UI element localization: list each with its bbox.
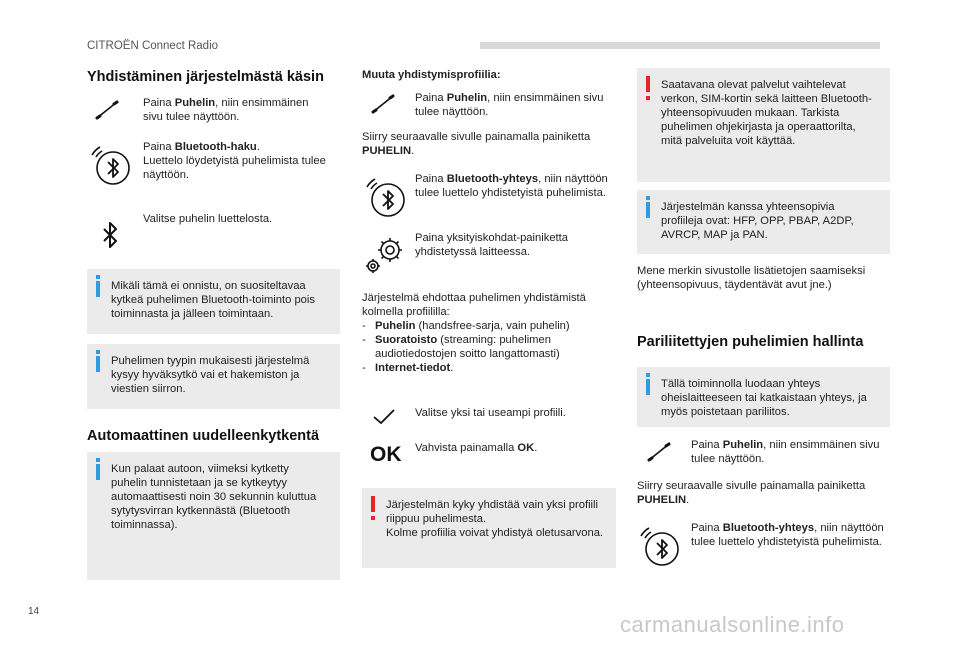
- step-bluetooth-connection: Paina Bluetooth-yhteys, niin näyttöön tulee luettelo yhdistetyistä puhelimista.: [691, 522, 884, 548]
- step-select-profile: Valitse yksi tai useampi profiili.: [415, 407, 566, 419]
- heading-manual-connection: Yhdistäminen järjestelmästä käsin: [87, 69, 324, 85]
- bluetooth-search-icon: [637, 524, 681, 568]
- step-bluetooth-connection: Paina Bluetooth-yhteys, niin näyttöön tulee luettelo yhdistetyistä puhelimista.: [415, 173, 608, 199]
- ok-icon: OK: [370, 443, 402, 466]
- para-brand-website: Mene merkin sivustolle lisätietojen saamiseksi (yhteensopivuus, täydentävät avut jne.): [637, 265, 866, 291]
- info-icon: [96, 356, 100, 372]
- bluetooth-search-icon: [363, 175, 407, 219]
- header-bar: [480, 42, 880, 49]
- phone-handset-icon: [94, 99, 120, 121]
- info-icon: [646, 202, 650, 218]
- info-box-reconnect: Kun palaat autoon, viimeksi kytketty puhelin tunnistetaan ja se kytkeytyy automaattisesti noin 30 sekunnin kuluttua sytytysvirran kytkennästä (Bluetooth toiminnassa).: [87, 452, 340, 580]
- step-confirm-ok: Vahvista painamalla OK.: [415, 442, 538, 454]
- settings-gear-icon: [364, 232, 408, 276]
- para-profiles-intro: Järjestelmä ehdottaa puhelimen yhdistämistä kolmella profiililla: - Puhelin (handsfree-sarja, vain puhelin) - Suoratoisto (streaming: puhelimen audiotiedostojen soitto langattomasti) - Internet-tiedot.: [362, 291, 612, 375]
- phone-handset-icon: [370, 93, 396, 115]
- info-icon: [96, 281, 100, 297]
- page-number: 14: [28, 606, 40, 617]
- step-select-phone: Valitse puhelin luettelosta.: [143, 213, 273, 225]
- subheading-change-profile: Muuta yhdistymisprofiilia:: [362, 69, 501, 81]
- step-press-phone: Paina Puhelin, niin ensimmäinen sivu tulee näyttöön.: [691, 439, 880, 465]
- warning-icon: [646, 76, 650, 92]
- step-press-phone: Paina Puhelin, niin ensimmäinen sivu tulee näyttöön.: [415, 92, 604, 118]
- info-box-compatible-profiles: Järjestelmän kanssa yhteensopivia profiileja ovat: HFP, OPP, PBAP, A2DP, AVRCP, MAP ja PAN.: [637, 190, 890, 254]
- checkmark-icon: [372, 408, 396, 426]
- info-box-transfer: Puhelimen tyypin mukaisesti järjestelmä kysyy hyväksytkö vai et hakemiston ja viestien siirron.: [87, 344, 340, 409]
- watermark: carmanualsonline.info: [620, 612, 845, 637]
- warning-icon: [371, 496, 375, 512]
- info-box-manage: Tällä toiminnolla luodaan yhteys oheislaitteeseen tai katkaistaan yhteys, ja myös poistetaan pariliitos.: [637, 367, 890, 427]
- phone-handset-icon: [646, 441, 672, 463]
- info-icon: [96, 464, 100, 480]
- heading-auto-reconnect: Automaattinen uudelleenkytkentä: [87, 428, 320, 444]
- document-header: CITROËN Connect Radio: [87, 40, 219, 52]
- para-next-page: Siirry seuraavalle sivulle painamalla painiketta PUHELIN.: [362, 131, 591, 157]
- heading-manage-paired: Pariliitettyjen puhelimien hallinta: [637, 334, 864, 350]
- list-item: - Puhelin (handsfree-sarja, vain puhelin): [362, 319, 612, 333]
- profile-list: [362, 319, 612, 375]
- warning-box-services: Saatavana olevat palvelut vaihtelevat verkon, SIM-kortin sekä laitteen Bluetooth-yhteensopivuuden mukaan. Tarkista puhelimen ohjekirjasta ja operaattorilta, mitä palveluita voit käyttää.: [637, 68, 890, 182]
- para-next-page: Siirry seuraavalle sivulle painamalla painiketta PUHELIN.: [637, 480, 866, 506]
- warning-box-profile: Järjestelmän kyky yhdistää vain yksi profiili riippuu puhelimesta. Kolme profiilia voivat yhdistyä oletusarvona.: [362, 488, 616, 568]
- info-box-retry: Mikäli tämä ei onnistu, on suositeltavaa kytkeä puhelimen Bluetooth-toiminto pois toiminnasta ja jälleen toimintaan.: [87, 269, 340, 334]
- step-bluetooth-search: Paina Bluetooth-haku. Luettelo löydetyistä puhelimista tulee näyttöön.: [143, 141, 326, 181]
- list-item: - Suoratoisto (streaming: puhelimen audiotiedostojen soitto langattomasti): [362, 333, 612, 361]
- list-item: - Internet-tiedot.: [362, 361, 612, 375]
- step-details-button: Paina yksityiskohdat-painiketta yhdistetyssä laitteessa.: [415, 232, 568, 258]
- bluetooth-icon: [100, 220, 122, 250]
- info-icon: [646, 379, 650, 395]
- bluetooth-search-icon: [88, 143, 132, 187]
- step-press-phone: Paina Puhelin, niin ensimmäinen sivu tulee näyttöön.: [143, 97, 309, 123]
